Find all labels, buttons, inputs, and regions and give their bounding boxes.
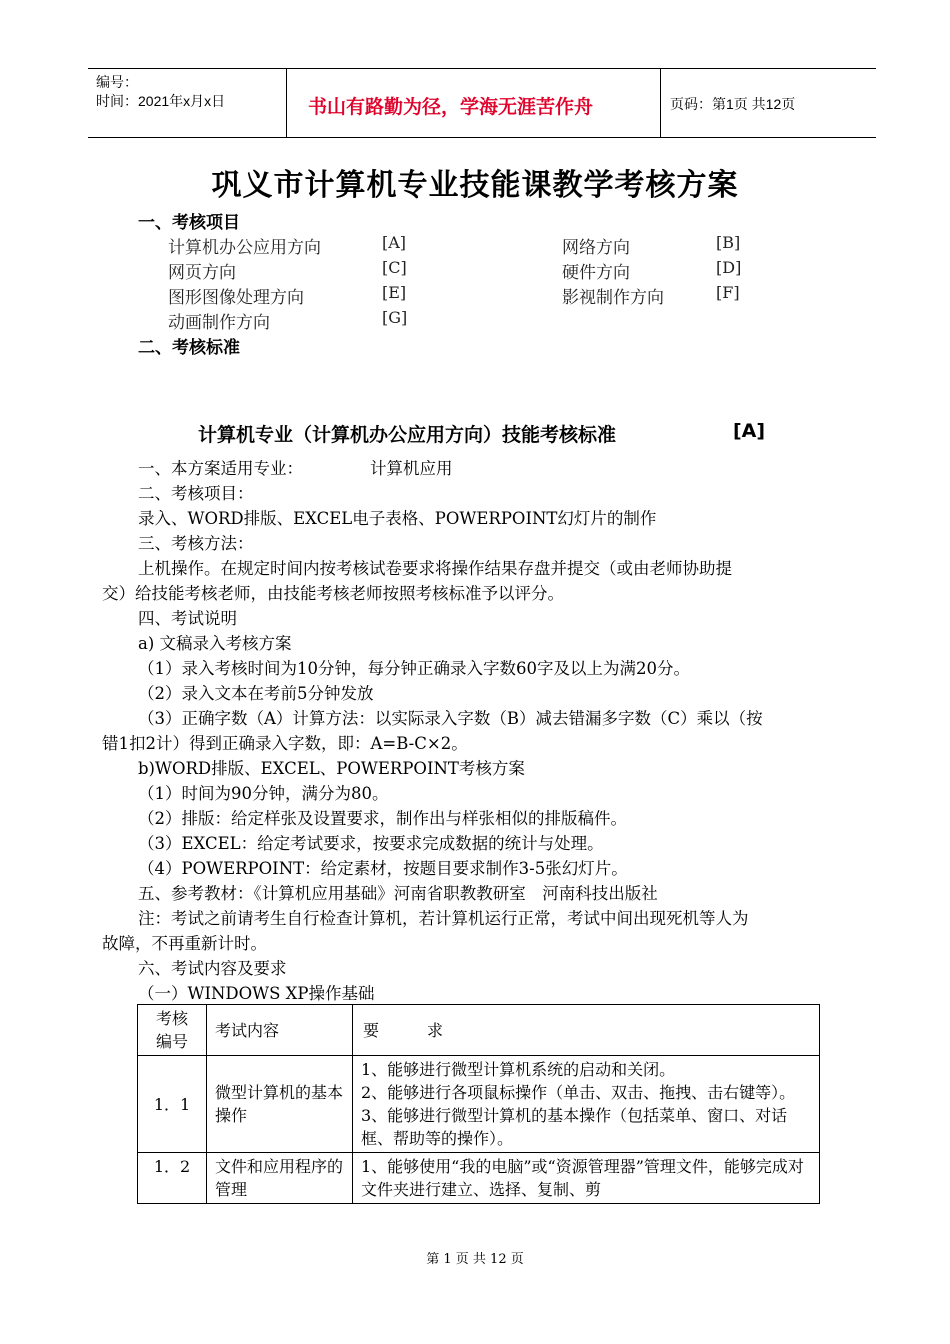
body-line: 计算机应用 [370,459,453,478]
item-name: 计算机办公应用方向 [168,238,321,258]
header-page-label: 页码：第1页 共12页 [670,96,796,112]
body-line: 三、考核方法： [138,534,254,553]
item-name: 影视制作方向 [562,288,664,308]
body-line: b)WORD排版、EXCEL、POWERPOINT考核方案 [138,759,525,778]
req-line: 2、能够进行各项鼠标操作（单击、双击、拖拽、击右键等）。 [361,1083,796,1102]
item-name: 图形图像处理方向 [168,288,304,308]
body-line: （2）排版：给定样张及设置要求，制作出与样张相似的排版稿件。 [138,809,627,828]
header-number-label: 编号： [96,74,138,90]
row-req [353,1153,820,1204]
header-cell-id [138,1005,207,1056]
body-line: （一）WINDOWS XP操作基础 [138,984,375,1003]
item-code: [D] [716,258,742,277]
item-code: [B] [716,233,741,252]
page-title: 巩义市计算机专业技能课教学考核方案 [211,168,739,203]
item-code: [E] [382,283,407,302]
req-line: 1、能够使用“我的电脑”或“资源管理器”管理文件，能够完成对文件夹进行建立、选择、复制、剪 [361,1157,804,1199]
body-line: （1）录入考核时间为10分钟，每分钟正确录入字数60字及以上为满20分。 [138,659,690,678]
body-line: （1）时间为90分钟，满分为80。 [138,784,389,803]
body-line: 五、参考教材：《计算机应用基础》河南省职教教研室 河南科技出版社 [138,884,658,903]
item-code: [F] [716,283,740,302]
row-id: 1．1 [138,1056,207,1153]
header-time-label: 时间：2021年x月x日 [96,93,226,109]
row-content: 微型计算机的基本操作 [207,1056,353,1153]
body-line: 二、考核项目： [138,484,254,503]
header-motto: 书山有路勤为径，学海无涯苦作舟 [308,96,594,118]
item-name: 硬件方向 [562,263,630,283]
table-row [138,1153,820,1204]
body-line: 上机操作。在规定时间内按考核试卷要求将操作结果存盘并提交（或由老师协助提 [138,559,732,578]
item-name: 动画制作方向 [168,313,270,333]
body-line: a) 文稿录入考核方案 [138,634,292,653]
row-content: 文件和应用程序的管理 [207,1153,353,1204]
body-line: 六、考试内容及要求 [138,959,287,978]
body-line: 错1扣2计）得到正确录入字数，即：A=B-C×2。 [102,734,468,753]
row-id: 1．2 [138,1153,207,1204]
req-line: 3、能够进行微型计算机的基本操作（包括菜单、窗口、对话框、帮助等的操作）。 [361,1106,788,1148]
subtitle: 计算机专业（计算机办公应用方向）技能考核标准 [198,424,617,446]
body-line: 四、考试说明 [138,609,237,628]
body-line: 交）给技能考核老师，由技能考核老师按照考核标准予以评分。 [102,584,564,603]
subtitle-code: [A] [733,420,766,442]
body-line: 一、本方案适用专业： [138,459,303,478]
header-id-line: 编号 [155,1032,188,1051]
body-line: （2）录入文本在考前5分钟发放 [138,684,374,703]
item-name: 网页方向 [168,263,236,283]
page-footer: 第 1 页 共 12 页 [426,1252,524,1267]
item-code: [C] [382,258,407,277]
body-line: （3）EXCEL：给定考试要求，按要求完成数据的统计与处理。 [138,834,604,853]
body-line: 故障，不再重新计时。 [102,934,267,953]
header-cell-req: 要 求 [353,1005,820,1056]
table-row [138,1056,820,1153]
header-divider [286,69,287,137]
req-line: 1、能够进行微型计算机系统的启动和关闭。 [361,1060,676,1079]
body-line: 注：考试之前请考生自行检查计算机，若计算机运行正常，考试中间出现死机等人为 [138,909,749,928]
body-line: 录入、WORD排版、EXCEL电子表格、POWERPOINT幻灯片的制作 [138,509,657,528]
section-heading: 二、考核标准 [138,338,240,358]
row-req [353,1056,820,1153]
item-code: [A] [382,233,407,252]
item-name: 网络方向 [562,238,630,258]
item-code: [G] [382,308,408,327]
body-line: （4）POWERPOINT：给定素材，按题目要求制作3-5张幻灯片。 [138,859,628,878]
header-cell-content: 考试内容 [207,1005,353,1056]
content-table [137,1004,820,1204]
table-header-row [138,1005,820,1056]
section-heading: 一、考核项目 [138,213,240,233]
body-line: （3）正确字数（A）计算方法：以实际录入字数（B）减去错漏多字数（C）乘以（按 [138,709,763,728]
header-divider [660,69,661,137]
header-id-line: 考核 [155,1009,188,1028]
